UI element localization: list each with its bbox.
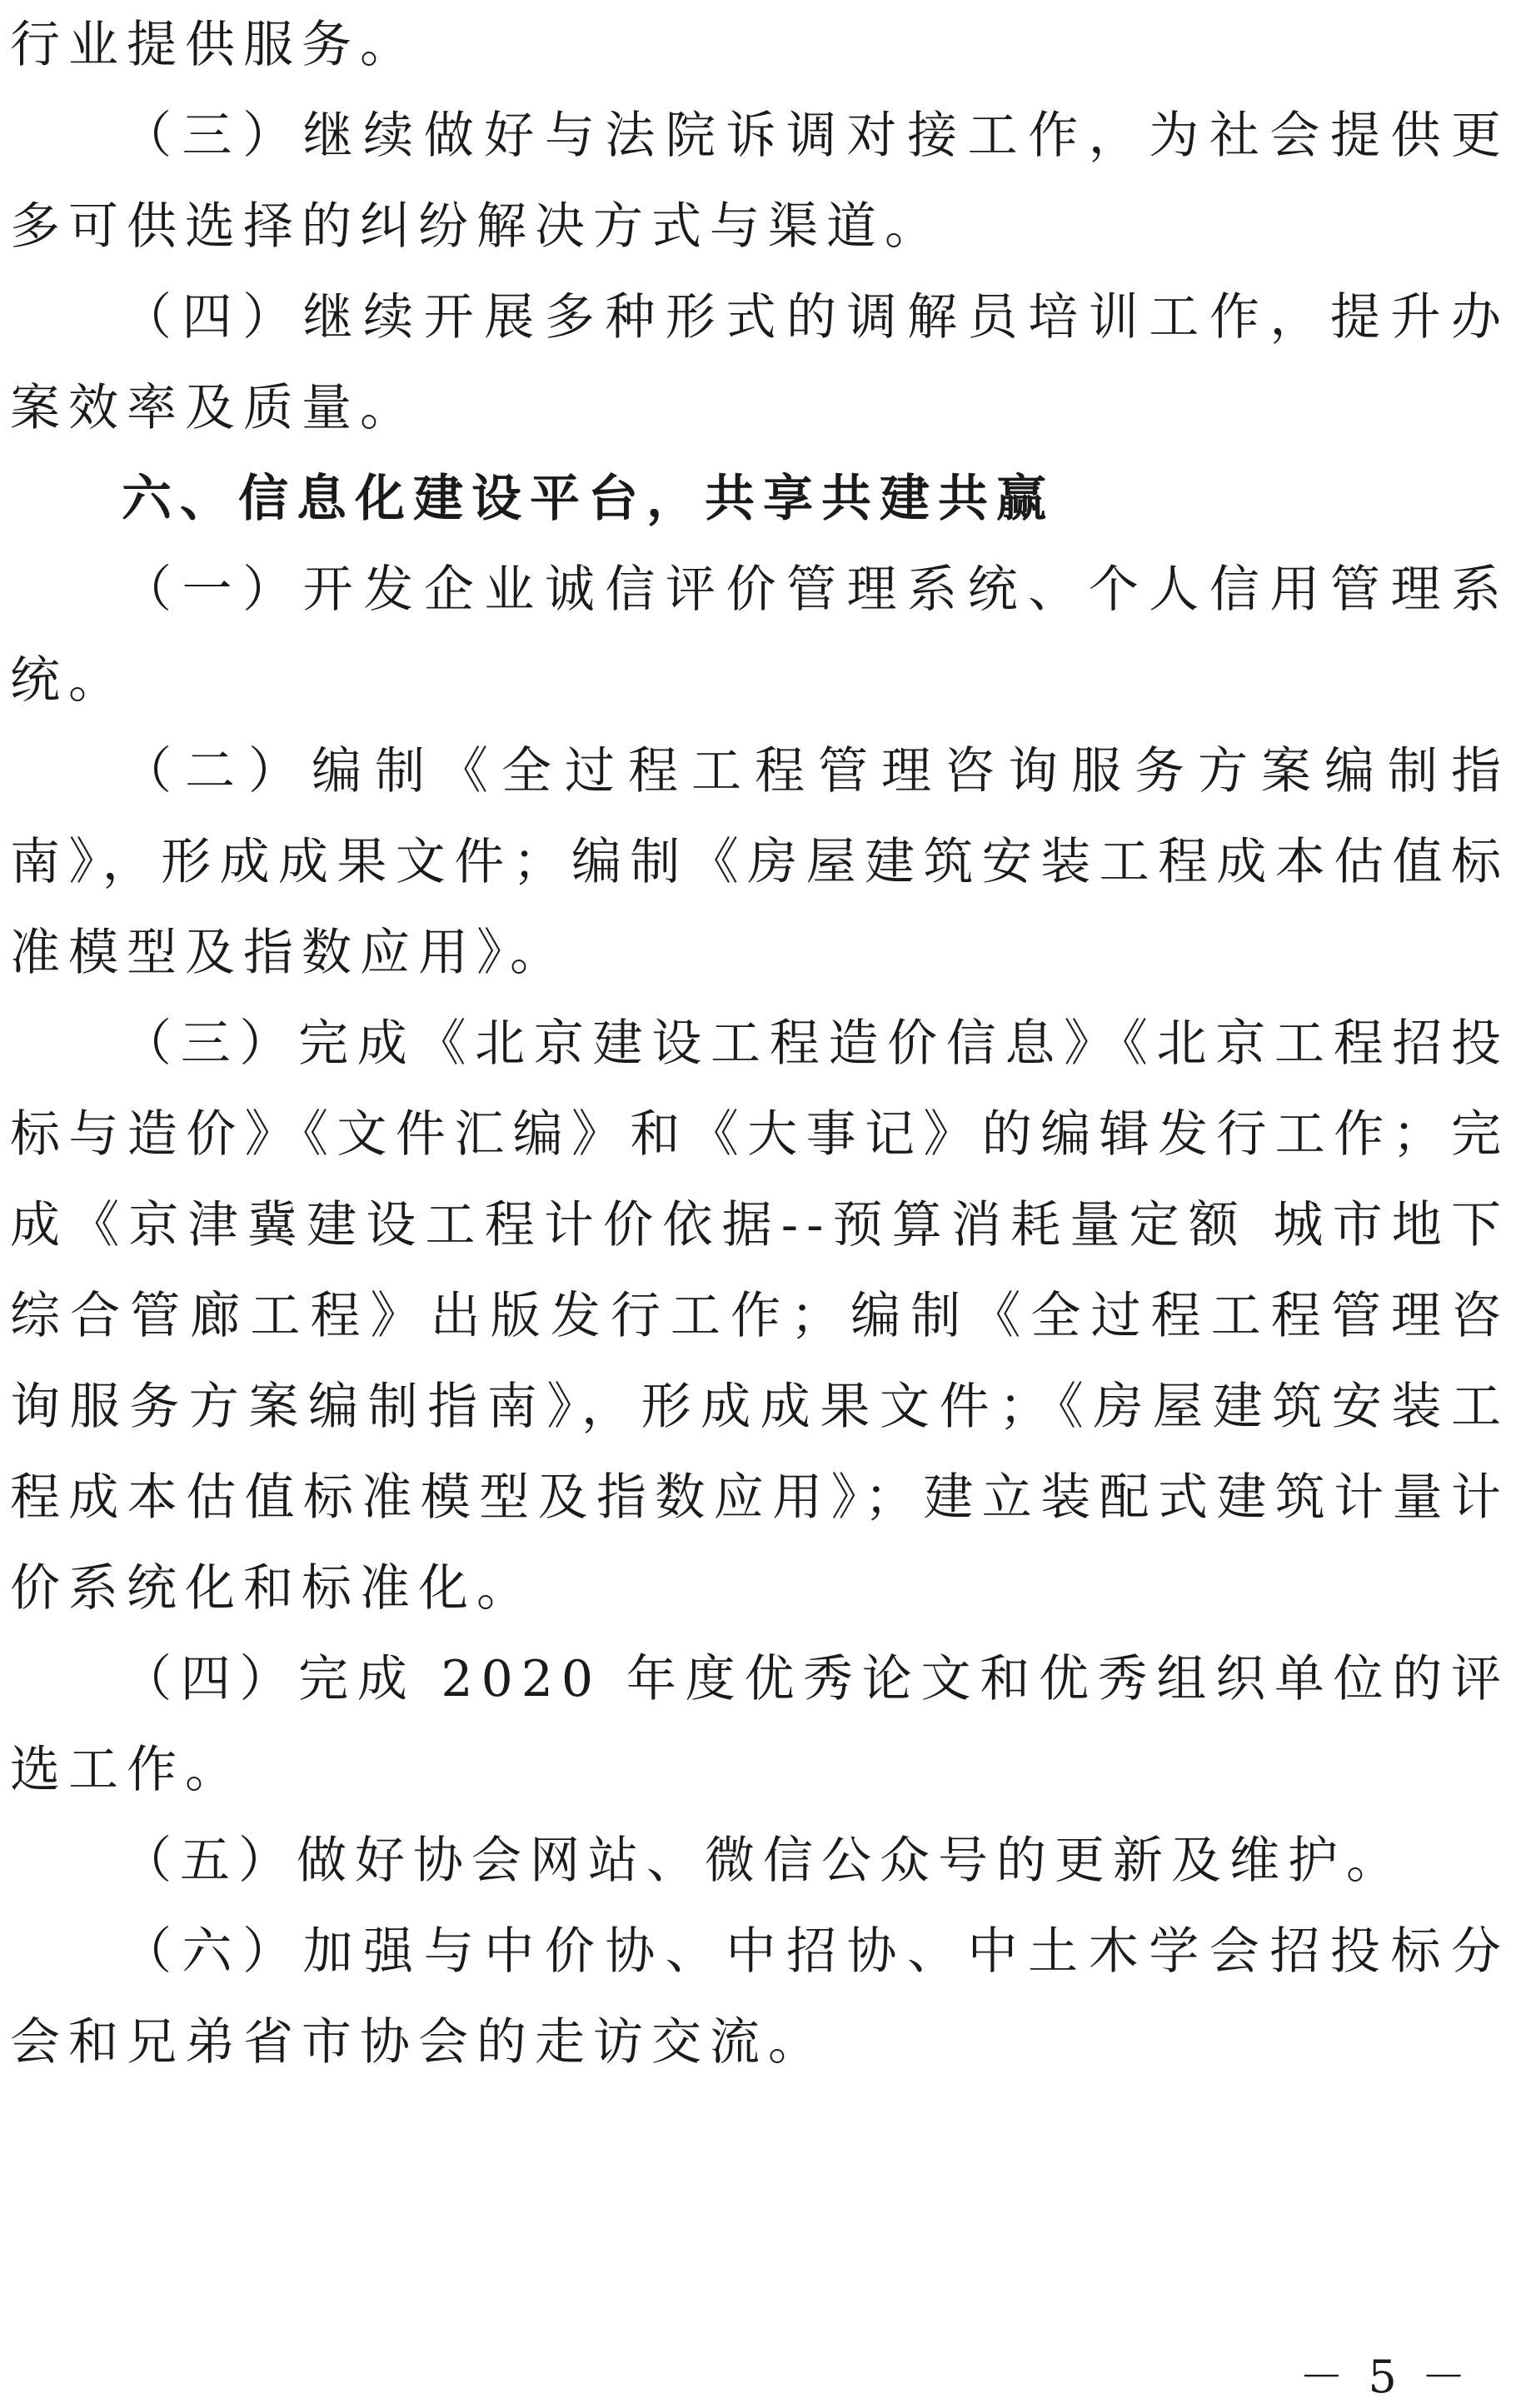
paragraph-continuation: 行业提供服务。	[10, 16, 418, 74]
list-item-five: （五）做好协会网站、微信公众号的更新及维护。	[122, 1832, 1404, 1890]
paragraph-item-three-mediation: （三）继续做好与法院诉调对接工作，为社会提供更多可供选择的纠纷解决方式与渠道。	[10, 107, 1509, 256]
section-heading: 六、信息化建设平台，共享共建共赢	[122, 470, 1055, 528]
document-body	[10, 0, 1509, 2088]
page-number: － 5 －	[1299, 2351, 1471, 2403]
list-item-three: （三）完成《北京建设工程造价信息》《北京工程招投标与造价》《文件汇编》和《大事记》的编辑发行工作；完成《京津冀建设工程计价依据--预算消耗量定额 城市地下综合管廊工程》出版发行工作；编制《全过程工程管理咨询服务方案编制指南》，形成成果文件；《房屋建筑安装工程成本估值标准模型及指数应用》；建立装配式建筑计量计价系统化和标准化。	[10, 1015, 1509, 1618]
list-item-two: （二）编制《全过程工程管理咨询服务方案编制指南》，形成成果文件；编制《房屋建筑安装工程成本估值标准模型及指数应用》。	[10, 742, 1509, 982]
paragraph-item-four-training: （四）继续开展多种形式的调解员培训工作，提升办案效率及质量。	[10, 288, 1509, 437]
list-item-six: （六）加强与中价协、中招协、中土木学会招投标分会和兄弟省市协会的走访交流。	[10, 1922, 1509, 2071]
list-item-four: （四）完成 2020 年度优秀论文和优秀组织单位的评选工作。	[10, 1650, 1509, 1799]
list-item-one: （一）开发企业诚信评价管理系统、个人信用管理系统。	[10, 561, 1509, 710]
